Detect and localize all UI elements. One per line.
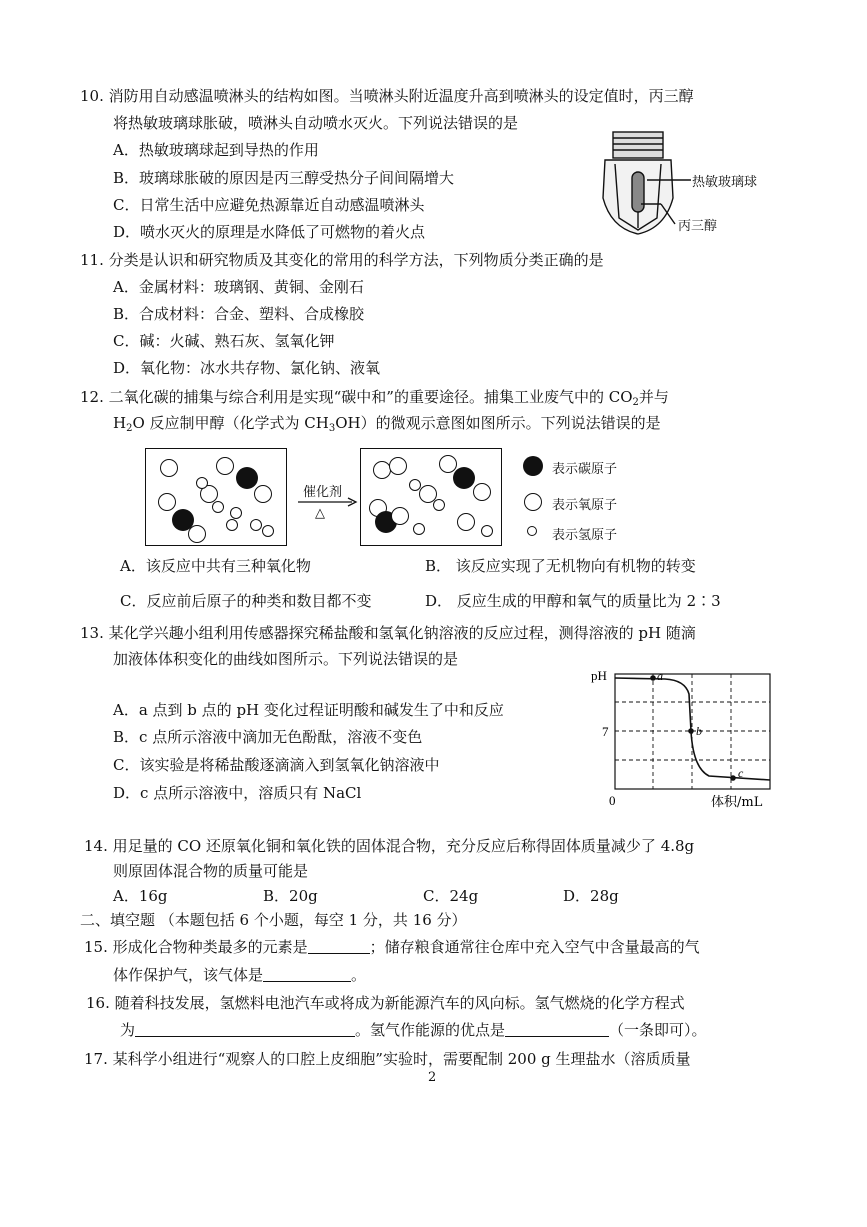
q13-option-c: C．该实验是将稀盐酸逐滴滴入到氢氧化钠溶液中 xyxy=(113,756,440,774)
point-c-label: c xyxy=(738,766,744,780)
page-number: 2 xyxy=(428,1070,437,1085)
x-axis-label: 体积/mL xyxy=(711,795,763,810)
q16-line1: 16. 随着科技发展，氢燃料电池汽车或将成为新能源汽车的风向标。氢气燃烧的化学方程式 xyxy=(86,994,685,1012)
oxygen-atom xyxy=(391,507,409,525)
q14-option-a: A．16g xyxy=(113,887,168,905)
y-tick-7: 7 xyxy=(602,724,609,739)
point-a-marker xyxy=(650,675,656,681)
q10-option-c: C．日常生活中应避免热源靠近自动感温喷淋头 xyxy=(113,196,425,214)
oxygen-atom xyxy=(160,459,178,477)
hydrogen-atom xyxy=(226,519,238,531)
carbon-atom xyxy=(453,467,475,489)
q16-line2: 为 。氢气作能源的优点是 （一条即可）。 xyxy=(120,1021,707,1039)
point-b-marker xyxy=(688,728,694,734)
q14-stem-line2: 则原固体混合物的质量可能是 xyxy=(113,862,309,880)
q16-blank-advantage[interactable] xyxy=(505,1021,609,1037)
q10-stem-line1: 10. 消防用自动感温喷淋头的结构如图。当喷淋头附近温度升高到喷淋头的设定值时，丙三醇 xyxy=(80,87,694,105)
legend-carbon-swatch xyxy=(523,456,543,476)
q12-option-c: C．反应前后原子的种类和数目都不变 xyxy=(120,592,372,610)
oxygen-atom xyxy=(254,485,272,503)
q10-stem-line2: 将热敏玻璃球胀破，喷淋头自动喷水灭火。下列说法错误的是 xyxy=(113,114,519,132)
q11-option-b: B．合成材料：合金、塑料、合成橡胶 xyxy=(113,305,365,323)
q11-stem: 11. 分类是认识和研究物质及其变化的常用的科学方法，下列物质分类正确的是 xyxy=(80,251,604,269)
q13-stem-line1: 13. 某化学兴趣小组利用传感器探究稀盐酸和氢氧化钠溶液的反应过程，测得溶液的 pH 随滴 xyxy=(80,624,696,642)
q13-stem-line2: 加液体体积变化的曲线如图所示。下列说法错误的是 xyxy=(113,650,459,668)
q12-option-d: D． 反应生成的甲醇和氧气的质量比为 2∶3 xyxy=(425,592,721,610)
point-b-label: b xyxy=(696,724,702,738)
hydrogen-atom xyxy=(262,525,274,537)
hydrogen-atom xyxy=(196,477,208,489)
products-box xyxy=(360,448,502,546)
oxygen-atom xyxy=(216,457,234,475)
ph-curve-chart xyxy=(585,664,785,814)
x-origin-label: 0 xyxy=(609,793,616,808)
hydrogen-atom xyxy=(230,507,242,519)
q13-option-a: A．a 点到 b 点的 pH 变化过程证明酸和碱发生了中和反应 xyxy=(113,701,504,719)
q14-option-c: C．24g xyxy=(423,887,479,905)
catalyst-label: 催化剂 xyxy=(303,485,343,500)
q15-line2: 体作保护气，该气体是 。 xyxy=(113,966,367,984)
q10-option-b: B．玻璃球胀破的原因是丙三醇受热分子间间隔增大 xyxy=(113,169,455,187)
q15-line1: 15. 形成化合物种类最多的元素是 ；储存粮食通常往仓库中充入空气中含量最高的气 xyxy=(84,938,700,956)
q16-blank-equation[interactable] xyxy=(135,1021,355,1037)
q14-stem-line1: 14. 用足量的 CO 还原氧化铜和氧化铁的固体混合物，充分反应后称得固体质量减少了 4.8g xyxy=(84,837,695,855)
oxygen-atom xyxy=(457,513,475,531)
hydrogen-atom xyxy=(250,519,262,531)
q12-option-a: A．该反应中共有三种氧化物 xyxy=(120,557,311,575)
q13-option-d: D．c 点所示溶液中，溶质只有 NaCl xyxy=(113,784,362,802)
q11-option-d: D．氧化物：冰水共存物、氯化钠、液氧 xyxy=(113,359,381,377)
legend-oxygen-swatch xyxy=(524,493,542,511)
point-a-label: a xyxy=(657,669,663,683)
q11-option-c: C．碱：火碱、熟石灰、氢氧化钾 xyxy=(113,332,335,350)
point-c-marker xyxy=(730,775,736,781)
hydrogen-atom xyxy=(409,479,421,491)
q12-stem-line2: $H_2O$ 反应制甲醇（化学式为 $CH_3OH$）的微观示意图如图所示。下列说法错误的是 xyxy=(113,414,661,434)
q13-option-b: B．c 点所示溶液中滴加无色酚酞，溶液不变色 xyxy=(113,728,423,746)
hydrogen-atom xyxy=(433,499,445,511)
legend-oxygen-label: 表示氧原子 xyxy=(552,498,618,513)
q11-option-a: A．金属材料：玻璃钢、黄铜、金刚石 xyxy=(113,278,364,296)
q15-blank-2[interactable] xyxy=(263,966,351,982)
legend-hydrogen-swatch xyxy=(527,526,537,536)
q12-stem-line1: 12. 二氧化碳的捕集与综合利用是实现“碳中和”的重要途径。捕集工业废气中的 $CO_2$并与 xyxy=(80,388,669,408)
hydrogen-atom xyxy=(413,523,425,535)
sprinkler-label-glycerol: 丙三醇 xyxy=(678,219,718,234)
q15-blank-1[interactable] xyxy=(308,938,370,954)
oxygen-atom xyxy=(389,457,407,475)
oxygen-atom xyxy=(473,483,491,501)
legend-hydrogen-label: 表示氢原子 xyxy=(552,528,618,543)
oxygen-atom xyxy=(188,525,206,543)
sprinkler-label-glass-bulb: 热敏玻璃球 xyxy=(692,175,758,190)
carbon-atom xyxy=(236,467,258,489)
section-fill-in-heading: 二、填空题 （本题包括 6 个小题，每空 1 分，共 16 分） xyxy=(80,911,467,929)
heat-symbol: △ xyxy=(315,506,325,521)
q12-option-b: B． 该反应实现了无机物向有机物的转变 xyxy=(425,557,696,575)
q10-option-d: D．喷水灭火的原理是水降低了可燃物的着火点 xyxy=(113,223,426,241)
q14-option-b: B．20g xyxy=(263,887,318,905)
legend-carbon-label: 表示碳原子 xyxy=(552,462,618,477)
hydrogen-atom xyxy=(481,525,493,537)
q14-option-d: D．28g xyxy=(563,887,619,905)
reactants-box xyxy=(145,448,287,546)
q10-option-a: A．热敏玻璃球起到导热的作用 xyxy=(113,141,319,159)
y-axis-label: pH xyxy=(591,668,607,683)
oxygen-atom xyxy=(158,493,176,511)
q17-line1: 17. 某科学小组进行“观察人的口腔上皮细胞”实验时，需要配制 200 g 生理盐水（溶质质量 xyxy=(84,1050,691,1068)
hydrogen-atom xyxy=(212,501,224,513)
reaction-arrow xyxy=(296,497,360,507)
